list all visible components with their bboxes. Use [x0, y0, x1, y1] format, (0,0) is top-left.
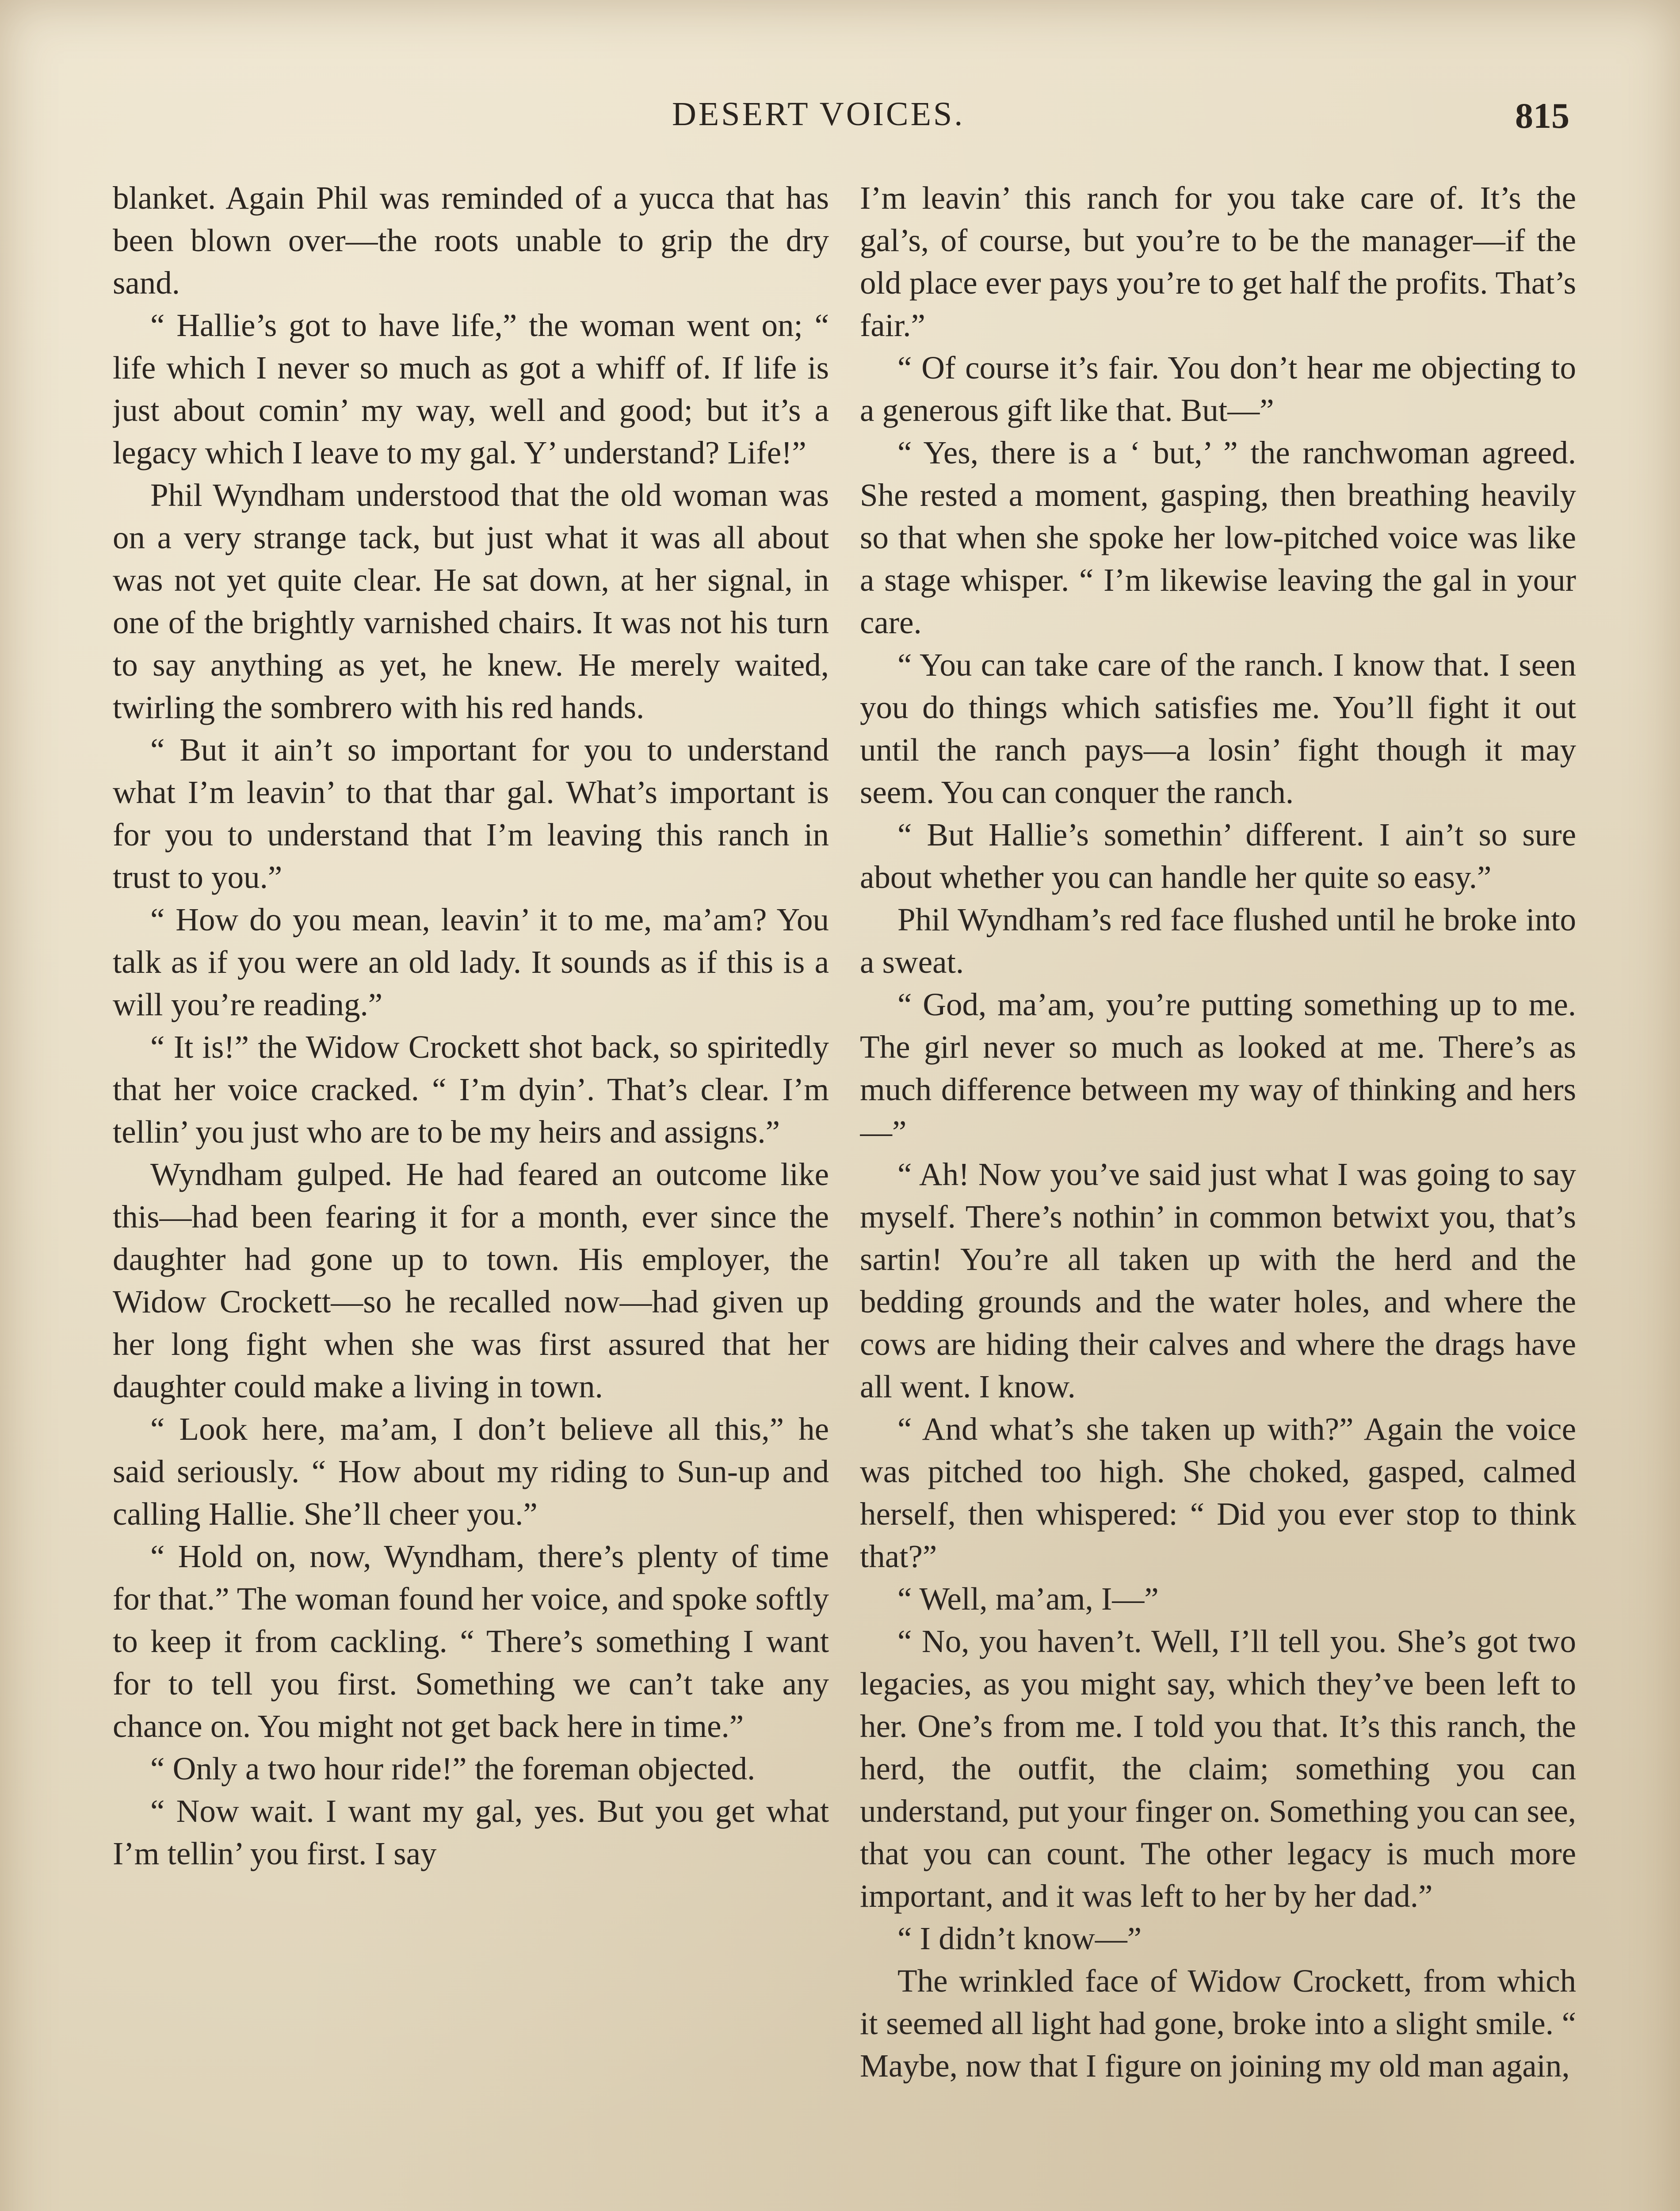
running-title: DESERT VOICES.: [672, 96, 965, 133]
paragraph: “ I didn’t know—”: [897, 1920, 1142, 1956]
paragraph: “ Yes, there is a ‘ but,’ ” the ranchwoman agreed. She rested a moment, gasping, then breathing heavily so that when she spoke her low-pitched voice was like a stage whisper. “ I’m likewise leaving the gal in your care.: [860, 435, 1576, 640]
paragraph: I’m leavin’ this ranch for you take care of. It’s the gal’s, of course, but you’re to be the manager—if the old place ever pays you’re to get half the profits. That’s fair.”: [860, 180, 1576, 343]
paragraph: “ And what’s she taken up with?” Again the voice was pitched too high. She choked, gasped, calmed herself, then whispered: “ Did you ever stop to think that?”: [860, 1411, 1576, 1574]
page-number: 815: [1515, 96, 1569, 136]
paragraph: “ God, ma’am, you’re putting something up to me. The girl never so much as looked at me. There’s as much difference between my way of thinking and hers—”: [860, 987, 1576, 1150]
paragraph: Phil Wyndham’s red face flushed until he broke into a sweat.: [860, 902, 1576, 980]
left-column: [113, 177, 829, 2211]
paragraph: “ Hold on, now, Wyndham, there’s plenty of time for that.” The woman found her voice, and spoke softly to keep it from cackling. “ There’s something I want for to tell you first. Something we can’t take any chance on. You might not get back here in time.”: [113, 1538, 829, 1744]
paragraph: “ Well, ma’am, I—”: [897, 1581, 1159, 1617]
paragraph: “ Only a two hour ride!” the foreman objected.: [150, 1751, 756, 1786]
paragraph: “ You can take care of the ranch. I know that. I seen you do things which satisfies me. You’ll fight it out until the ranch pays—a losin’ fight though it may seem. You can conquer the ranch.: [860, 647, 1576, 810]
paragraph: blanket. Again Phil was reminded of a yucca that has been blown over—the roots unable to grip the dry sand.: [113, 180, 829, 301]
right-column: [860, 177, 1576, 2211]
paragraph: “ It is!” the Widow Crockett shot back, so spiritedly that her voice cracked. “ I’m dyin’. That’s clear. I’m tellin’ you just who are to be my heirs and assigns.”: [113, 1029, 829, 1150]
paragraph: The wrinkled face of Widow Crockett, from which it seemed all light had gone, broke into a slight smile. “ Maybe, now that I figure on joining my old man again,: [860, 1963, 1576, 2084]
paragraph: “ But it ain’t so important for you to understand what I’m leavin’ to that thar gal. What’s important is for you to understand that I’m leaving this ranch in trust to you.”: [113, 732, 829, 895]
paragraph: Wyndham gulped. He had feared an outcome like this—had been fearing it for a month, ever since the daughter had gone up to town. His employer, the Widow Crockett—so he recalled now—had given up her long fight when she was first assured that her daughter could make a living in town.: [113, 1156, 829, 1404]
paragraph: “ Hallie’s got to have life,” the woman went on; “ life which I never so much as got a whiff of. If life is just about comin’ my way, well and good; but it’s a legacy which I leave to my gal. Y’ understand? Life!”: [113, 307, 829, 471]
paragraph: Phil Wyndham understood that the old woman was on a very strange tack, but just what it was all about was not yet quite clear. He sat down, at her signal, in one of the brightly varnished chairs. It was not his turn to say anything as yet, he knew. He merely waited, twirling the sombrero with his red hands.: [113, 477, 829, 725]
paragraph: “ How do you mean, leavin’ it to me, ma’am? You talk as if you were an old lady. It sounds as if this is a will you’re reading.”: [113, 902, 829, 1022]
paragraph: “ Ah! Now you’ve said just what I was going to say myself. There’s nothin’ in common betwixt you, that’s sartin! You’re all taken up with the herd and the bedding grounds and the water holes, and where the cows are hiding their calves and where the drags have all went. I know.: [860, 1156, 1576, 1404]
paragraph: “ Now wait. I want my gal, yes. But you get what I’m tellin’ you first. I say: [113, 1793, 829, 1871]
paragraph: “ Look here, ma’am, I don’t believe all this,” he said seriously. “ How about my riding to Sun-up and calling Hallie. She’ll cheer you.”: [113, 1411, 829, 1532]
paragraph: “ No, you haven’t. Well, I’ll tell you. She’s got two legacies, as you might say, which they’ve been left to her. One’s from me. I told you that. It’s this ranch, the herd, the outfit, the claim; something you can understand, put your finger on. Something you can see, that you can count. The other legacy is much more important, and it was left to her by her dad.”: [860, 1623, 1576, 1914]
paragraph: “ Of course it’s fair. You don’t hear me objecting to a generous gift like that. But—”: [860, 350, 1576, 428]
paragraph: “ But Hallie’s somethin’ different. I ain’t so sure about whether you can handle her quite so easy.”: [860, 817, 1576, 895]
running-head: [0, 95, 1680, 144]
